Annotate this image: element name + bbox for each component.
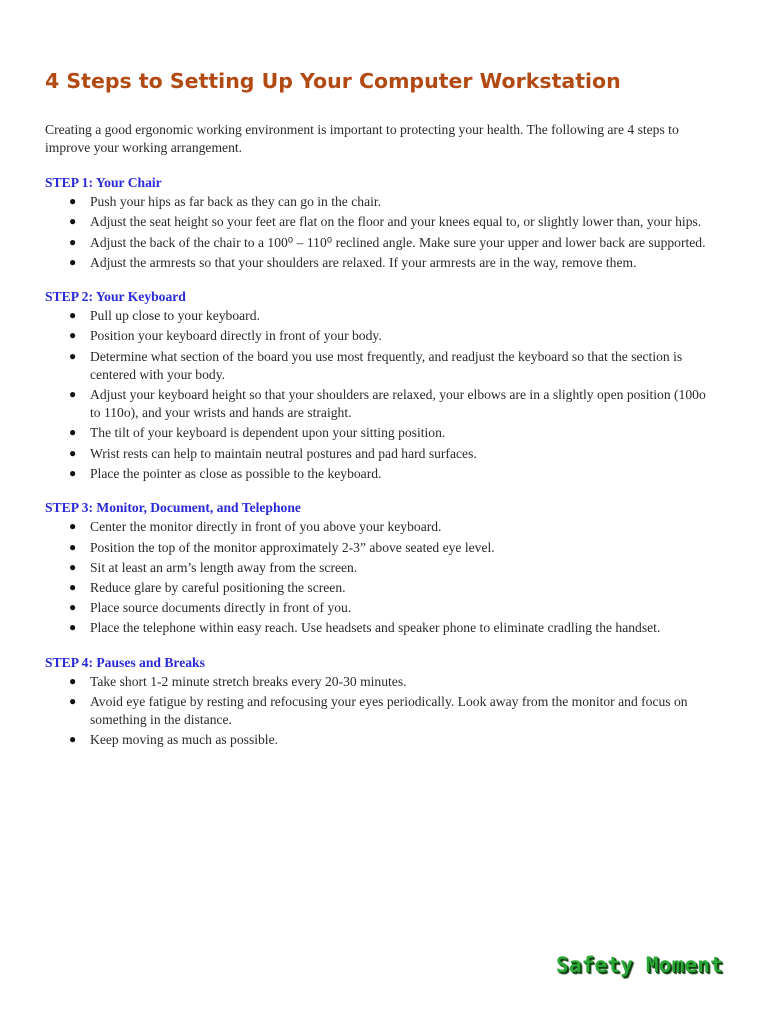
list-item-text: Place source documents directly in front of you. — [90, 600, 352, 616]
list-item-text: Adjust the seat height so your feet are flat on the floor and your knees equal to, or slightly lower than, your hips. — [90, 214, 702, 230]
list-item — [45, 559, 712, 577]
bullet-icon: ● — [69, 348, 77, 363]
list-item — [45, 307, 712, 325]
list-item-text: Wrist rests can help to maintain neutral postures and pad hard surfaces. — [90, 445, 477, 461]
step-list — [45, 193, 712, 272]
bullet-icon: ● — [69, 732, 77, 747]
bullet-icon: ● — [69, 579, 77, 594]
list-item-text: Reduce glare by careful positioning the screen. — [90, 579, 346, 595]
bullet-icon: ● — [69, 673, 77, 688]
list-item-text: Place the telephone within easy reach. Use headsets and speaker phone to eliminate cradling the handset. — [90, 620, 661, 636]
bullet-icon: ● — [69, 539, 77, 554]
bullet-icon: ● — [69, 465, 77, 480]
list-item — [45, 465, 712, 483]
list-item-text: Center the monitor directly in front of you above your keyboard. — [90, 519, 442, 535]
list-item-text: Adjust the armrests so that your shoulders are relaxed. If your armrests are in the way, remove them. — [90, 254, 637, 270]
list-item — [45, 731, 712, 749]
bullet-icon: ● — [69, 519, 77, 534]
bullet-icon: ● — [69, 234, 77, 249]
list-item-text: Push your hips as far back as they can go in the chair. — [90, 194, 382, 210]
list-item-text: Sit at least an arm’s length away from the screen. — [90, 559, 358, 575]
bullet-icon: ● — [69, 387, 77, 402]
list-item-text: Avoid eye fatigue by resting and refocusing your eyes periodically. Look away from the monitor and focus on something in the distance. — [90, 693, 688, 728]
list-item — [45, 619, 712, 637]
bullet-icon: ● — [69, 254, 77, 269]
list-item-text: Pull up close to your keyboard. — [90, 308, 260, 324]
bullet-icon: ● — [69, 425, 77, 440]
list-item-text: Place the pointer as close as possible to the keyboard. — [90, 465, 382, 481]
step-heading: STEP 4: Pauses and Breaks — [45, 654, 205, 670]
list-item — [45, 327, 712, 345]
step-list — [45, 307, 712, 483]
step-section — [45, 174, 712, 272]
step-section — [45, 499, 712, 637]
list-item — [45, 445, 712, 463]
list-item — [45, 518, 712, 536]
list-item-text: Take short 1-2 minute stretch breaks every 20-30 minutes. — [90, 673, 407, 689]
list-item — [45, 254, 712, 272]
bullet-icon: ● — [69, 693, 77, 708]
list-item-text: Keep moving as much as possible. — [90, 732, 279, 748]
step-section — [45, 288, 712, 483]
safety-moment-footer: Safety Moment — [556, 953, 723, 977]
bullet-icon: ● — [69, 620, 77, 635]
intro-paragraph: Creating a good ergonomic working environment is important to protecting your health. The following are 4 steps to improve your working arrangement. — [45, 121, 679, 155]
bullet-icon: ● — [69, 308, 77, 323]
bullet-icon: ● — [69, 559, 77, 574]
step-section — [45, 654, 712, 750]
step-heading: STEP 3: Monitor, Document, and Telephone — [45, 500, 301, 516]
list-item — [45, 579, 712, 597]
step-list — [45, 673, 712, 750]
step-list — [45, 518, 712, 637]
list-item — [45, 234, 712, 252]
bullet-icon: ● — [69, 445, 77, 460]
bullet-icon: ● — [69, 328, 77, 343]
list-item-text: Position the top of the monitor approximately 2-3” above seated eye level. — [90, 539, 495, 555]
step-heading: STEP 1: Your Chair — [45, 175, 162, 191]
bullet-icon: ● — [69, 194, 77, 209]
list-item — [45, 193, 712, 211]
list-item-text: Adjust the back of the chair to a 100⁰ – 110⁰ reclined angle. Make sure your upper and lower back are supported. — [90, 234, 706, 250]
list-item — [45, 539, 712, 557]
list-item — [45, 386, 712, 422]
bullet-icon: ● — [69, 214, 77, 229]
list-item — [45, 424, 712, 442]
list-item — [45, 599, 712, 617]
list-item-text: Position your keyboard directly in front of your body. — [90, 328, 382, 344]
list-item — [45, 213, 712, 231]
document-title: 4 Steps to Setting Up Your Computer Workstation — [45, 69, 621, 93]
step-heading: STEP 2: Your Keyboard — [45, 289, 186, 305]
bullet-icon: ● — [69, 600, 77, 615]
list-item-text: Adjust your keyboard height so that your shoulders are relaxed, your elbows are in a slightly open position (100o to 110o), and your wrists and hands are straight. — [90, 387, 706, 421]
list-item-text: Determine what section of the board you use most frequently, and readjust the keyboard so that the section is centered with your body. — [90, 348, 683, 382]
list-item — [45, 348, 712, 384]
list-item-text: The tilt of your keyboard is dependent upon your sitting position. — [90, 425, 446, 441]
list-item — [45, 673, 712, 691]
list-item — [45, 693, 712, 729]
